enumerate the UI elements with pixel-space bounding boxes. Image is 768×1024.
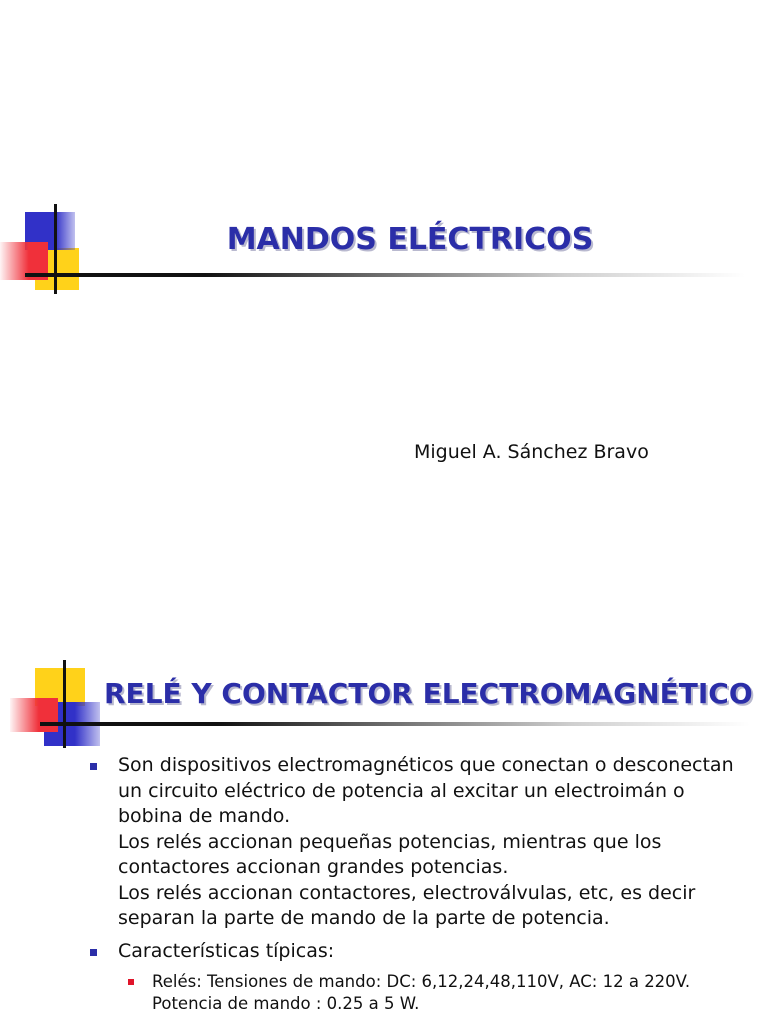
author-name: Miguel A. Sánchez Bravo [414, 441, 649, 463]
list-item-line: Los relés accionan contactores, electroválvulas, etc, es decir [118, 881, 696, 904]
sub-list-item [88, 971, 748, 1015]
square-bullet-icon [90, 763, 97, 770]
title-rule [40, 722, 750, 726]
square-bullet-icon [128, 979, 134, 985]
red-square [10, 698, 58, 732]
list-item-line: contactores accionan grandes potencias. [118, 856, 509, 878]
list-item-line: Características típicas: [118, 939, 335, 962]
slide-decoration [0, 658, 110, 758]
list-item [88, 939, 748, 965]
bullet-list [88, 753, 748, 1015]
list-item-line: un circuito eléctrico de potencia al excitar un electroimán o [118, 779, 685, 802]
slide-title: MANDOS ELÉCTRICOS [226, 222, 594, 257]
list-item-line: Los relés accionan pequeñas potencias, mientras que los [118, 830, 662, 853]
list-item-line: separan la parte de mando de la parte de potencia. [118, 907, 610, 929]
list-item-line: Potencia de mando : 0.25 a 5 W. [152, 994, 420, 1013]
content-slide [0, 640, 768, 1024]
title-rule [25, 273, 745, 277]
slide-title: RELÉ Y CONTACTOR ELECTROMAGNÉTICO [104, 677, 753, 710]
list-item-line: Relés: Tensiones de mando: DC: 6,12,24,48,110V, AC: 12 a 220V. [152, 972, 691, 991]
list-item [88, 753, 748, 932]
vertical-line [63, 660, 66, 748]
list-item-line: Son dispositivos electromagnéticos que conectan o desconectan [118, 754, 734, 776]
square-bullet-icon [90, 949, 97, 956]
list-item-line: bobina de mando. [118, 805, 291, 827]
